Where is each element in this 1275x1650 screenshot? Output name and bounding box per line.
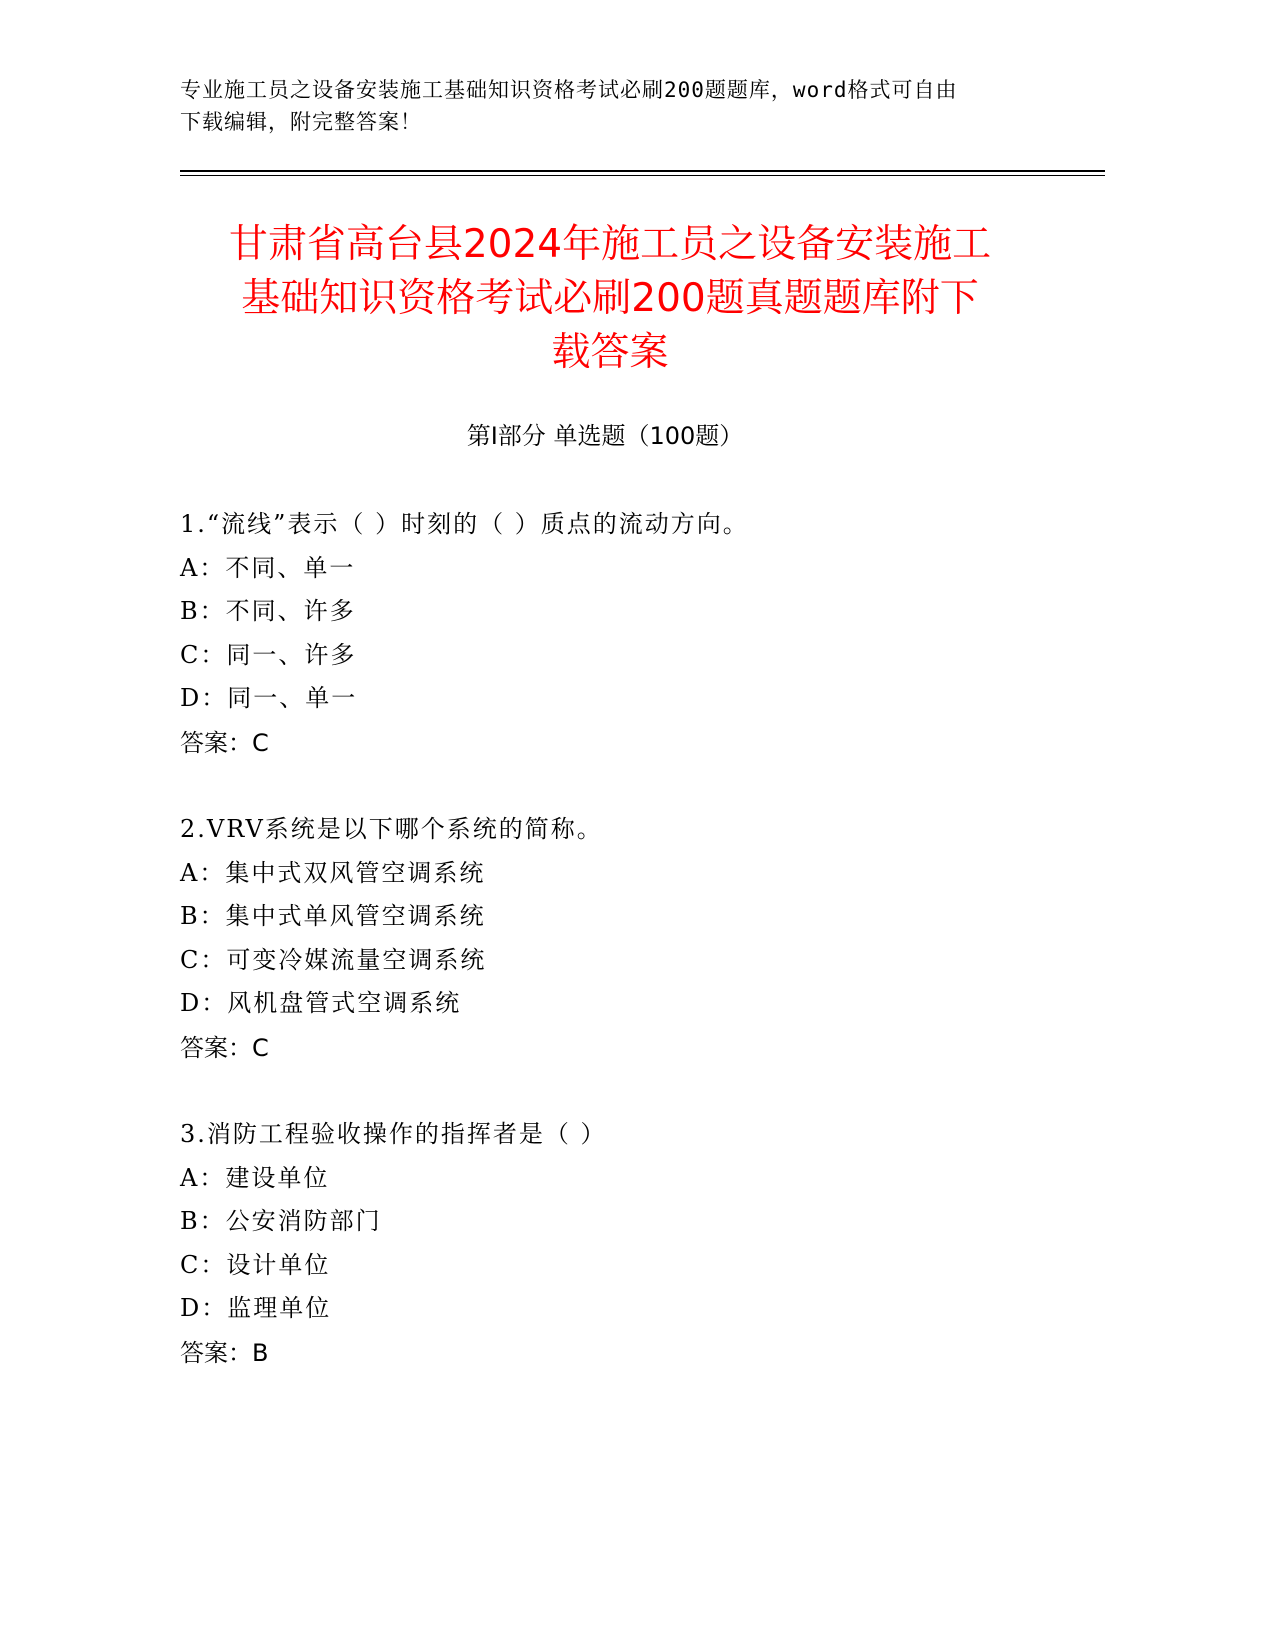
document-title <box>180 218 1040 380</box>
question-2 <box>180 808 1080 1071</box>
question-stem: 2.VRV系统是以下哪个系统的简称。 <box>180 815 603 843</box>
header-divider-thick <box>180 170 1105 172</box>
document-title-line-1: 甘肃省高台县2024年施工员之设备安装施工 <box>228 222 992 267</box>
option-b: B：不同、许多 <box>180 597 356 625</box>
answer: 答案：C <box>180 1033 269 1062</box>
option-d: D：监理单位 <box>180 1294 332 1322</box>
option-c: C：设计单位 <box>180 1250 331 1279</box>
answer: 答案：B <box>180 1338 269 1367</box>
document-title-line-3: 载答案 <box>551 330 669 375</box>
question-3 <box>180 1113 1080 1376</box>
header-note-line-2: 下载编辑，附完整答案！ <box>180 110 422 134</box>
option-d: D：同一、单一 <box>180 684 358 712</box>
question-1 <box>180 503 1080 766</box>
option-a: A：集中式双风管空调系统 <box>180 858 486 887</box>
option-c: C：可变冷媒流量空调系统 <box>180 945 487 974</box>
answer: 答案：C <box>180 728 269 757</box>
option-c: C：同一、许多 <box>180 640 357 669</box>
section-heading: 第Ⅰ部分 单选题（100题） <box>466 422 744 450</box>
question-stem: 3.消防工程验收操作的指挥者是（ ） <box>180 1120 607 1148</box>
option-d: D：风机盘管式空调系统 <box>180 989 462 1017</box>
option-a: A：建设单位 <box>180 1163 330 1192</box>
question-stem: 1.“流线”表示（ ）时刻的（ ）质点的流动方向。 <box>180 510 749 538</box>
option-b: B：公安消防部门 <box>180 1207 382 1235</box>
header-divider-thin <box>180 175 1105 176</box>
document-title-line-2: 基础知识资格考试必刷200题真题题库附下 <box>241 276 979 321</box>
option-b: B：集中式单风管空调系统 <box>180 902 486 930</box>
header-note <box>180 74 1050 138</box>
header-note-line-1: 专业施工员之设备安装施工基础知识资格考试必刷200题题库，word格式可自由 <box>180 78 958 102</box>
option-a: A：不同、单一 <box>180 553 356 582</box>
